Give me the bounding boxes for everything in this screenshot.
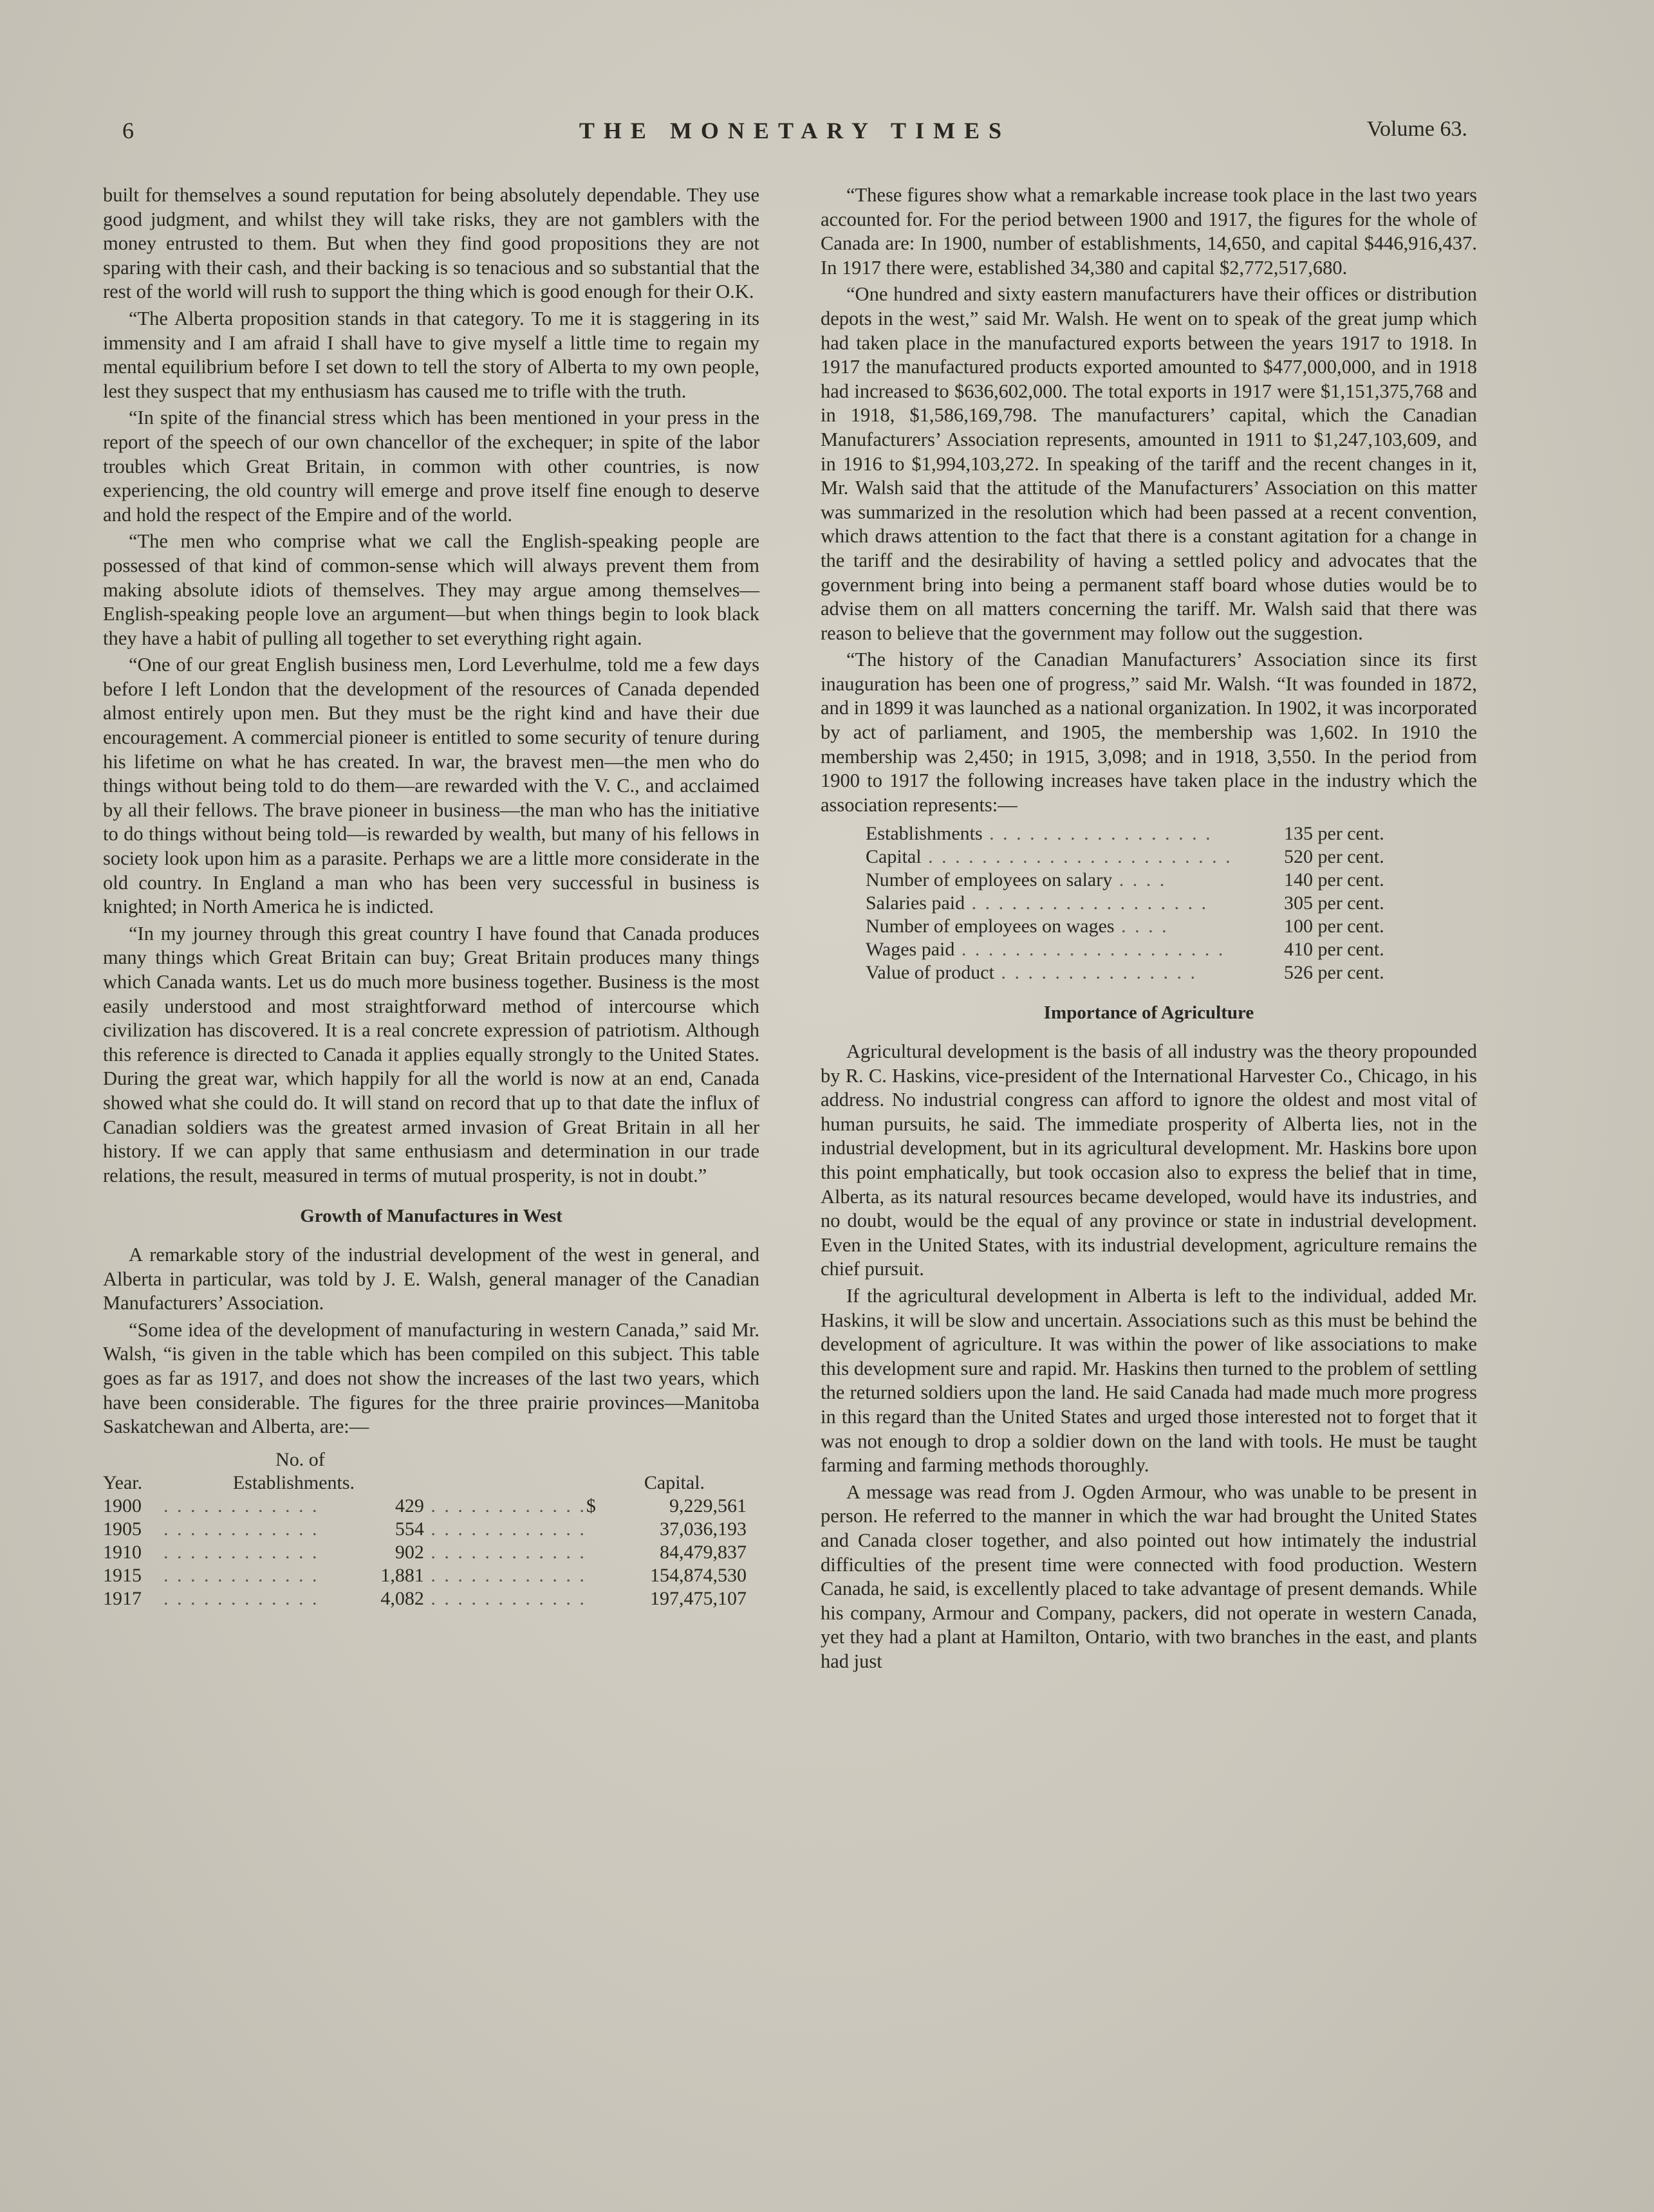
capital-cell: 154,874,530	[650, 1564, 747, 1586]
volume-label: Volume 63.	[1366, 117, 1467, 141]
paragraph: Agricultural development is the basis of all industry was the theory propounded by R. C. Haskins, vice-president of the International Harvester Co., Chicago, in his address. No industrial congress can afford to ignore the oldest and most vital of human pursuits, he said. The immediate prosperity of Alberta lies, not in the industrial development, but in its agricultural development. Mr. Haskins bore upon this point emphatically, but took occasion also to express the belief that in time, Alberta, as its natural resources became developed, would have its industries, and no doubt, would be the equal of any province or state in industrial development. Even in the United States, with its industrial development, agriculture remains the chief pursuit.	[821, 1040, 1477, 1280]
paragraph: “In spite of the financial stress which has been mentioned in your press in the report of the speech of our own chancellor of the exchequer; in spite of the labor troubles which Great Britain, in common with other countries, is now experiencing, the old country will emerge and prove itself fine enough to deserve and hold the respect of the Empire and of the world.	[103, 407, 759, 526]
increase-label: Establishments	[866, 823, 983, 845]
column-header-establishments-line2: Establishments.	[232, 1471, 355, 1493]
currency-sign: $	[586, 1495, 596, 1516]
paragraph: “The Alberta proposition stands in that category. To me it is staggering in its immensity and I am afraid I shall have to give myself a little time to regain my mental equilibrium before I set down to tell the story of Alberta to my own people, lest they suspect that my enthusiasm has caused me to trifle with the truth.	[103, 307, 759, 402]
table-row: 1917 . . . . . . . . . . . . 4,082 . . . . . . . . . . . . 197,475,107	[103, 1587, 747, 1609]
increase-label: Salaries paid	[866, 892, 965, 914]
right-column	[821, 183, 1477, 1676]
capital-cell: 9,229,561	[669, 1495, 747, 1516]
paragraph: A remarkable story of the industrial development of the west in general, and Alberta in particular, was told by J. E. Walsh, general manager of the Canadian Manufacturers’ Association.	[103, 1243, 759, 1314]
increase-label: Value of product	[866, 962, 994, 984]
table-row: Value of product . . . . . . . . . . . . . . . 526 per cent.	[866, 961, 1445, 984]
increase-value: 410 per cent.	[1284, 939, 1384, 961]
paragraph: “These figures show what a remarkable increase took place in the last two years accounted for. For the period between 1900 and 1917, the figures for the whole of Canada are: In 1900, number of establishments, 14,650, and capital $446,916,437. In 1917 there were, established 34,380 and capital $2,772,517,680.	[821, 184, 1477, 279]
increase-label: Wages paid	[866, 939, 955, 961]
table-row: Number of employees on wages . . . . 100 per cent.	[866, 915, 1445, 938]
year-cell: 1915	[103, 1564, 142, 1586]
table-row: 1910 . . . . . . . . . . . . 902 . . . . . . . . . . . . 84,479,837	[103, 1541, 747, 1563]
table-row: 1900 . . . . . . . . . . . . 429 . . . . . . . . . . . . $ 9,229,561	[103, 1495, 747, 1516]
increase-value: 140 per cent.	[1284, 869, 1384, 891]
capital-cell: 37,036,193	[660, 1518, 747, 1540]
increase-value: 135 per cent.	[1284, 823, 1384, 845]
section-heading: Importance of Agriculture	[1043, 1002, 1254, 1024]
increase-value: 100 per cent.	[1284, 916, 1384, 937]
table-row: Establishments . . . . . . . . . . . . . . . . . 135 per cent.	[866, 822, 1445, 845]
year-cell: 1900	[103, 1495, 142, 1516]
running-head	[122, 117, 1467, 156]
paragraph: “The history of the Canadian Manufacturers’ Association since its first inauguration has been one of progress,” said Mr. Walsh. “It was founded in 1872, and in 1899 it was launched as a national organization. In 1902, it was incorporated by act of parliament, and 1905, the membership was 1,602. In 1910 the membership was 2,450; in 1915, 3,098; and in 1918, 3,550. In the period from 1900 to 1917 the following increases have taken place in the industry which the association represents:—	[821, 649, 1477, 816]
publication-title: THE MONETARY TIMES	[579, 118, 1011, 143]
paragraph: built for themselves a sound reputation for being absolutely dependable. They use good judgment, and whilst they will take risks, they are not gamblers with the money entrusted to them. But when they find good propositions they are not sparing with their cash, and their backing is so tenacious and so substantial that the rest of the world will rush to support the thing which is good enough for their O.K.	[103, 184, 759, 303]
table-row: Number of employees on salary . . . . 140 per cent.	[866, 869, 1445, 892]
paragraph: A message was read from J. Ogden Armour, who was unable to be present in person. He referred to the manner in which the war had brought the United States and Canada closer together, and also pointed out how intimately the industrial difficulties of the present time were connected with food production. Western Canada, he said, is excellently placed to take advantage of present demands. While his company, Armour and Company, packers, did not operate in western Canada, yet they had a plant at Hamilton, Ontario, with two branches in the east, and plants had just	[821, 1480, 1477, 1672]
table-header-row	[103, 1448, 747, 1471]
paragraph: “Some idea of the development of manufacturing in western Canada,” said Mr. Walsh, “is given in the table which has been compiled on this subject. This table goes as far as 1917, and does not show the increases of the last two years, which have been considerable. The figures for the three prairie provinces—Manitoba Saskatchewan and Alberta, are:—	[103, 1318, 759, 1438]
year-cell: 1905	[103, 1518, 142, 1540]
year-cell: 1910	[103, 1541, 142, 1563]
increase-value: 526 per cent.	[1284, 962, 1384, 984]
increase-value: 520 per cent.	[1284, 846, 1384, 868]
capital-cell: 84,479,837	[660, 1541, 747, 1563]
increase-label: Number of employees on salary	[866, 869, 1113, 891]
establishments-cell: 429	[395, 1495, 424, 1516]
section-heading: Growth of Manufactures in West	[300, 1206, 562, 1227]
increases-table	[866, 822, 1445, 984]
column-header-capital: Capital.	[644, 1471, 705, 1493]
table-row: 1915 . . . . . . . . . . . . 1,881 . . . . . . . . . . . . 154,874,530	[103, 1564, 747, 1586]
capital-cell: 197,475,107	[650, 1587, 747, 1609]
table-header-row	[103, 1471, 747, 1495]
paragraph: “One hundred and sixty eastern manufacturers have their offices or distribution depots in the west,” said Mr. Walsh. He went on to speak of the great jump which had taken place in the manufactured exports between the years 1917 to 1918. In 1917 the manufactured products exported amounted to $477,000,000, and in 1918 had increased to $636,602,000. The total exports in 1917 were $1,151,375,768 and in 1918, $1,586,169,798. The manufacturers’ capital, which the Canadian Manufacturers’ Association represents, amounted in 1911 to $1,247,103,609, and in 1916 to $1,994,103,272. In speaking of the tariff and the recent changes in it, Mr. Walsh said that the attitude of the Manufacturers’ Association on this matter was summarized in the resolution which had been passed at a recent convention, which draws attention to the fact that there is a constant agitation for a change in the tariff and the desirability of having a settled policy and advocates that the government bring into being a permanent staff board whose duties would be to advise them on all matters concerning the tariff. Mr. Walsh said that there was reason to believe that the government may follow out the suggestion.	[821, 283, 1477, 644]
establishments-cell: 902	[395, 1541, 424, 1563]
column-header-establishments-line1: No. of	[275, 1448, 325, 1470]
table-row: 1905 . . . . . . . . . . . . 554 . . . . . . . . . . . . 37,036,193	[103, 1518, 747, 1540]
left-column	[103, 183, 759, 1610]
table-row: Salaries paid . . . . . . . . . . . . . . . . . . 305 per cent.	[866, 892, 1445, 915]
paragraph: If the agricultural development in Alberta is left to the individual, added Mr. Haskins, it will be slow and uncertain. Associations such as this must be behind the development of agriculture. It was within the power of like associations to make this development sure and rapid. Mr. Haskins then turned to the problem of settling the returned soldiers upon the land. He said Canada had made much more progress in this regard than the United States and urged those interested not to forget that it was not enough to drop a soldier down on the land with tools. He must be taught farming and farming methods thoroughly.	[821, 1284, 1477, 1477]
increase-value: 305 per cent.	[1284, 892, 1384, 914]
table-row: Wages paid . . . . . . . . . . . . . . . . . . . . 410 per cent.	[866, 938, 1445, 961]
column-header-year: Year.	[103, 1471, 143, 1493]
increase-label: Number of employees on wages	[866, 916, 1115, 937]
establishments-cell: 1,881	[380, 1564, 424, 1586]
establishments-cell: 554	[395, 1518, 424, 1540]
paragraph: “One of our great English business men, Lord Leverhulme, told me a few days before I left London that the development of the resources of Canada depended almost entirely upon men. But they must be the right kind and have their due encouragement. A commercial pioneer is entitled to some security of tenure during his lifetime on what he has created. In war, the bravest men—the men who do things without being told to do them—are rewarded with the V. C., and acclaimed by all their fellows. The brave pioneer in business—the man who has the initiative to do things without being told—is rewarded by wealth, but many of his fellows in society look upon him as a parasite. Perhaps we are a little more considerate in the old country. In England a man who has been very successful in business is knighted; in North America he is indicted.	[103, 654, 759, 918]
table-row: Capital . . . . . . . . . . . . . . . . . . . . . . . 520 per cent.	[866, 845, 1445, 869]
establishments-cell: 4,082	[380, 1587, 424, 1609]
manufactures-table	[103, 1448, 747, 1610]
paragraph: “In my journey through this great country I have found that Canada produces many things which Great Britain can buy; Great Britain produces many things which Canada wants. Let us do much more business together. Business is the most easily understood and most straightforward method of intercourse which civilization has discovered. It is a real concrete expression of patriotism. Although this reference is directed to Canada it applies equally strongly to the United States. During the great war, which happily for all the world is now at an end, Canada showed what she could do. It will stand on record that up to that date the influx of Canadian soldiers was the greatest armed invasion of Great Britain in all her history. If we can apply that same enthusiasm and determination in our trade relations, the result, measured in terms of mutual prosperity, is not in doubt.”	[103, 922, 759, 1186]
increase-label: Capital	[866, 846, 922, 868]
paragraph: “The men who comprise what we call the English-speaking people are possessed of that kind of common-sense which will always prevent them from making absolute idiots of themselves. They may argue among themselves—English-speaking people love an argument—but when things begin to look black they have a habit of pulling all together to set everything right again.	[103, 530, 759, 649]
year-cell: 1917	[103, 1587, 142, 1609]
page-number: 6	[122, 118, 134, 143]
